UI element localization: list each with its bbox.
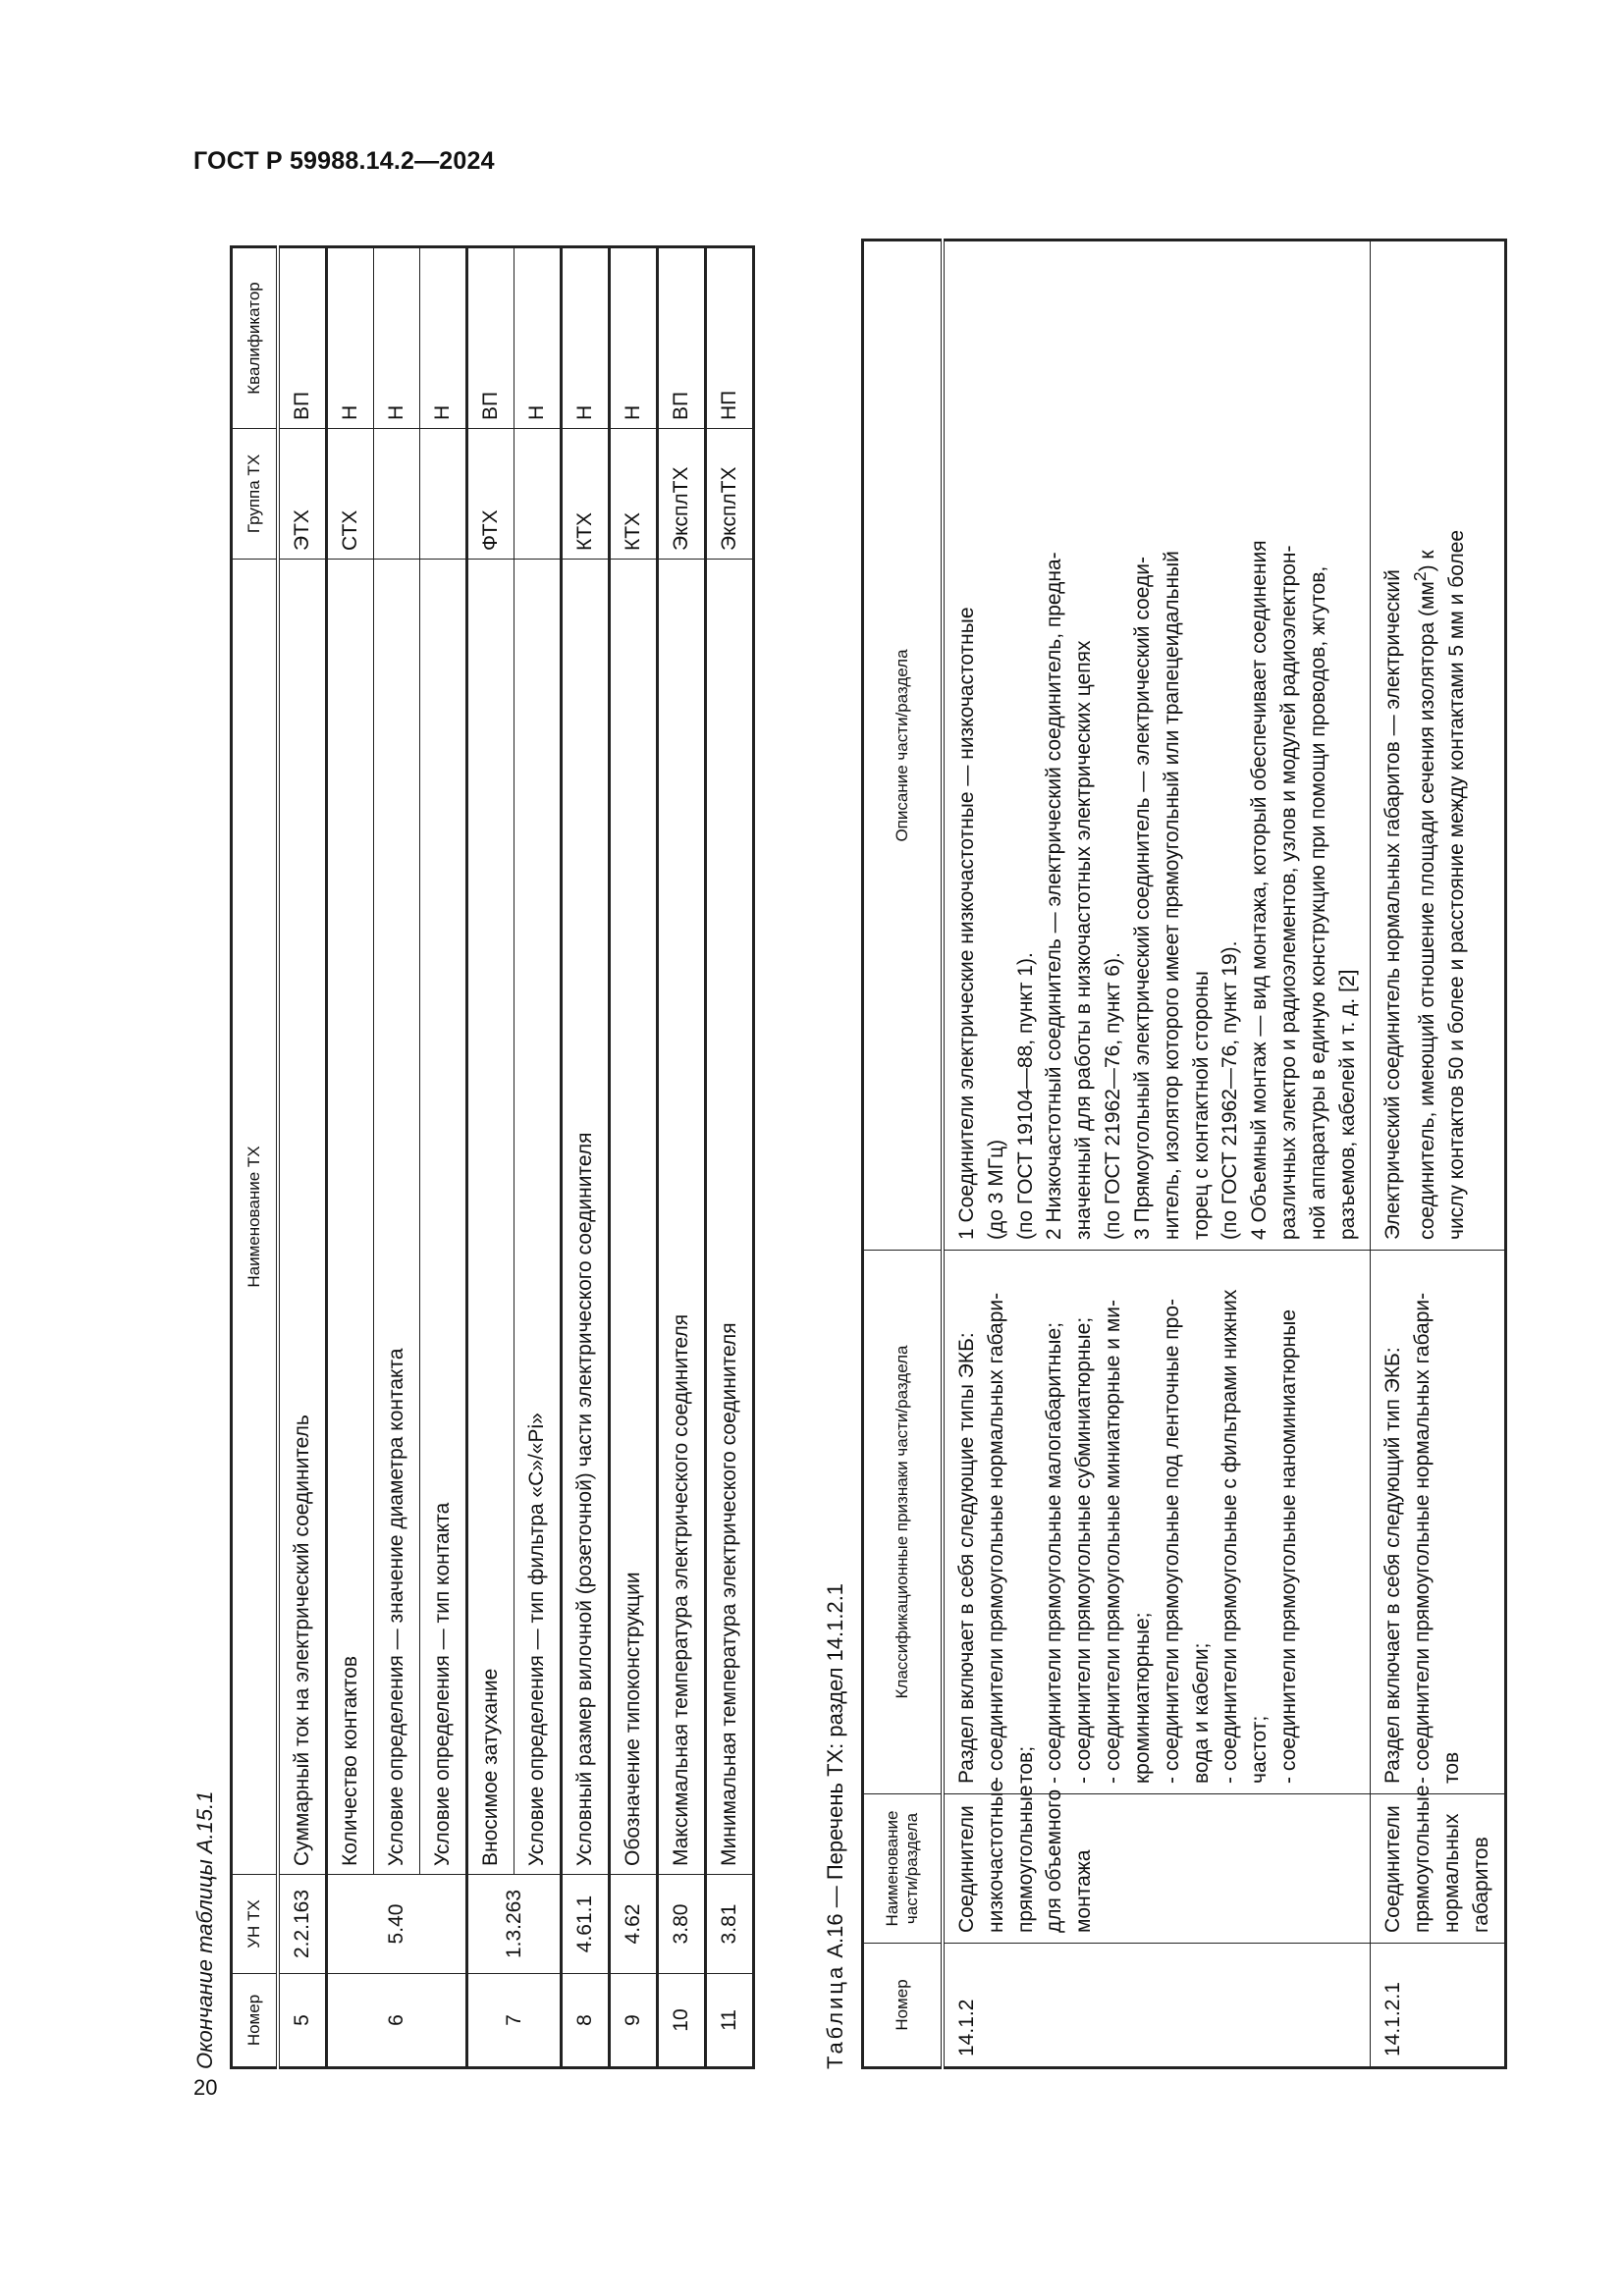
cell-description (943, 240, 1371, 1251)
cell-name: Минимальная температура электрического соединителя (706, 560, 754, 1875)
superscript: 2 (1410, 571, 1431, 582)
text-line: - соединители прямоугольные наноминиатюрные (1276, 1308, 1300, 1784)
cell-number: 14.1.2 (943, 1944, 1371, 2068)
cell-un: 3.80 (658, 1875, 706, 1974)
rotated-content (192, 243, 1547, 2069)
cell-group (374, 429, 420, 560)
cell-name: Суммарный ток на электрический соединитель (278, 560, 327, 1875)
cell-number: 8 (562, 1974, 610, 2068)
table-row (420, 247, 467, 2068)
text-line: - соединители прямоугольные под ленточные про- (1160, 1298, 1183, 1784)
text-fragment: ) к (1416, 550, 1439, 572)
cell-qualifier: ВП (658, 247, 706, 429)
cell-un: 5.40 (327, 1875, 467, 1974)
text-line: Раздел включает в себя следующие типы ЭКБ: (955, 1332, 978, 1784)
cell-name: Условие определения — тип контакта (420, 560, 467, 1875)
col-header-group: Группа ТХ (232, 429, 279, 560)
table-row (278, 247, 327, 2068)
table-row (562, 247, 610, 2068)
table2-caption-text: А.16 — Перечень ТХ: раздел 14.1.2.1 (823, 1582, 847, 1964)
text-line: Электрический соединитель нормальных габаритов — электрический (1381, 569, 1405, 1240)
cell-number: 11 (706, 1974, 754, 2068)
cell-features (943, 1251, 1371, 1794)
cell-name: Максимальная температура электрического соединителя (658, 560, 706, 1875)
text-line: торец с контактной стороны (1189, 971, 1213, 1240)
table-row (943, 240, 1371, 2068)
cell-group (514, 429, 562, 560)
text-line: - соединители прямоугольные нормальных габари- (984, 1292, 1007, 1784)
text-line: 1 Соединители электрические низкочастотные — низкочастотные (955, 607, 978, 1240)
cell-number: 14.1.2.1 (1371, 1944, 1505, 2068)
cell-qualifier: НП (706, 247, 754, 429)
table2-caption-prefix: Таблица (823, 1963, 847, 2069)
text-line: - соединители прямоугольные миниатюрные и ми- (1102, 1299, 1125, 1784)
text-line: частот; (1248, 1715, 1272, 1784)
page-number: 20 (193, 2075, 218, 2100)
text-line: - соединители прямоугольные субминиатюрные; (1072, 1316, 1096, 1784)
text-fragment: соединитель, имеющий отношение площади сечения изолятора (мм (1416, 581, 1439, 1240)
col-header-number: Номер (232, 1974, 279, 2068)
cell-name: Условие определения — тип фильтра «C»/«Pi» (514, 560, 562, 1875)
col-header-number: Номер (863, 1944, 944, 2068)
cell-un: 4.62 (610, 1875, 658, 1974)
text-line: (по ГОСТ 21962—76, пункт 19). (1218, 940, 1242, 1240)
table-row (1371, 240, 1505, 2068)
text-line: монтажа (1072, 1849, 1096, 1933)
table-row (514, 247, 562, 2068)
cell-qualifier: Н (420, 247, 467, 429)
cell-un: 2.2.163 (278, 1875, 327, 1974)
text-line: для объемного (1043, 1789, 1066, 1933)
text-line: вода и кабели; (1189, 1642, 1213, 1784)
text-line: (по ГОСТ 19104—88, пункт 1). (1013, 952, 1037, 1240)
table-header-row (232, 247, 279, 2068)
cell-name: Условие определения — значение диаметра контакта (374, 560, 420, 1875)
text-line: (до 3 МГц) (984, 1139, 1007, 1240)
text-line: нормальных (1440, 1813, 1463, 1933)
cell-name: Обозначение типоконструкции (610, 560, 658, 1875)
table-row (374, 247, 420, 2068)
cell-group (420, 429, 467, 560)
text-line: - соединители прямоугольные нормальных габари- (1411, 1292, 1435, 1784)
col-header-un: УН ТХ (232, 1875, 279, 1974)
text-line: нитель, изолятор которого имеет прямоугольный или трапецеидальный (1160, 551, 1183, 1240)
table2-caption (823, 1583, 848, 2069)
cell-un: 3.81 (706, 1875, 754, 1974)
header-line: Наименование (883, 1810, 902, 1927)
text-line: Соединители (955, 1805, 978, 1933)
table-header-row (863, 240, 944, 2068)
cell-description (1371, 240, 1505, 1251)
text-line: Раздел включает в себя следующий тип ЭКБ: (1381, 1347, 1405, 1784)
cell-name: Условный размер вилочной (розеточной) части электрического соединителя (562, 560, 610, 1875)
table1-caption: Окончание таблицы А.15.1 (192, 1790, 217, 2069)
text-line: - соединители прямоугольные с фильтрами нижних (1218, 1289, 1242, 1784)
cell-group: ФТХ (467, 429, 514, 560)
cell-qualifier: Н (327, 247, 374, 429)
cell-number: 7 (467, 1974, 562, 2068)
header-line: части/раздела (902, 1812, 921, 1925)
text-line: кроминиатюрные; (1130, 1612, 1154, 1784)
col-header-part-name (863, 1794, 944, 1944)
text-line: 4 Объемный монтаж — вид монтажа, который обеспечивает соединения (1248, 540, 1272, 1240)
cell-group: ЭксплТХ (658, 429, 706, 560)
text-line: (по ГОСТ 21962—76, пункт 6). (1102, 952, 1125, 1240)
table-row (327, 247, 374, 2068)
cell-name: Количество контактов (327, 560, 374, 1875)
text-line: низкочастотные (984, 1780, 1007, 1933)
text-line: разъемов, кабелей и т. д. [2] (1335, 969, 1359, 1240)
table-a15-1-end (230, 245, 755, 2069)
cell-name: Вносимое затухание (467, 560, 514, 1875)
cell-number: 9 (610, 1974, 658, 2068)
table-row (658, 247, 706, 2068)
cell-qualifier: ВП (278, 247, 327, 429)
text-line: ной аппаратуры в единую конструкцию при помощи проводов, жгутов, (1306, 565, 1329, 1240)
cell-qualifier: Н (374, 247, 420, 429)
cell-group: КТХ (562, 429, 610, 560)
col-header-description: Описание части/раздела (863, 240, 944, 1251)
text-line: различных электро и радиоэлементов, узлов и модулей радиоэлектрон- (1276, 545, 1300, 1240)
text-line: 2 Низкочастотный соединитель — электрический соединитель, предна- (1043, 552, 1066, 1240)
cell-number: 5 (278, 1974, 327, 2068)
text-line: прямоугольные (1411, 1785, 1435, 1933)
text-line: 3 Прямоугольный электрический соединитель — электрический соеди- (1130, 557, 1154, 1240)
cell-group: КТХ (610, 429, 658, 560)
text-line: - соединители прямоугольные малогабаритные; (1043, 1322, 1066, 1784)
col-header-qualifier: Квалификатор (232, 247, 279, 429)
cell-un: 1.3.263 (467, 1875, 562, 1974)
text-line: Соединители (1381, 1805, 1405, 1933)
cell-group: ЭТХ (278, 429, 327, 560)
cell-qualifier: Н (562, 247, 610, 429)
text-line (1408, 251, 1442, 1240)
table-row (467, 247, 514, 2068)
col-header-features: Классификационные признаки части/раздела (863, 1251, 944, 1794)
table-a16 (861, 239, 1507, 2069)
cell-number: 10 (658, 1974, 706, 2068)
cell-qualifier: Н (610, 247, 658, 429)
text-line: значенный для работы в низкочастотных электрических цепях (1072, 640, 1096, 1240)
cell-un: 4.61.1 (562, 1875, 610, 1974)
cell-number: 6 (327, 1974, 467, 2068)
cell-part-name (1371, 1785, 1505, 1944)
table-row (610, 247, 658, 2068)
text-line: тов (1440, 1751, 1463, 1784)
cell-group: ЭксплТХ (706, 429, 754, 560)
text-line: габаритов (1469, 1837, 1492, 1933)
cell-qualifier: Н (514, 247, 562, 429)
cell-part-name (943, 1780, 1371, 1944)
document-header: ГОСТ Р 59988.14.2—2024 (193, 147, 495, 175)
text-line: числу контактов 50 и более и расстояние между контактами 5 мм и более (1445, 529, 1468, 1240)
col-header-name: Наименование ТХ (232, 560, 279, 1875)
text-line: тов; (1013, 1745, 1037, 1784)
cell-group: СТХ (327, 429, 374, 560)
table-row (706, 247, 754, 2068)
cell-features (1371, 1251, 1505, 1794)
text-line: прямоугольные (1013, 1785, 1037, 1933)
cell-qualifier: ВП (467, 247, 514, 429)
